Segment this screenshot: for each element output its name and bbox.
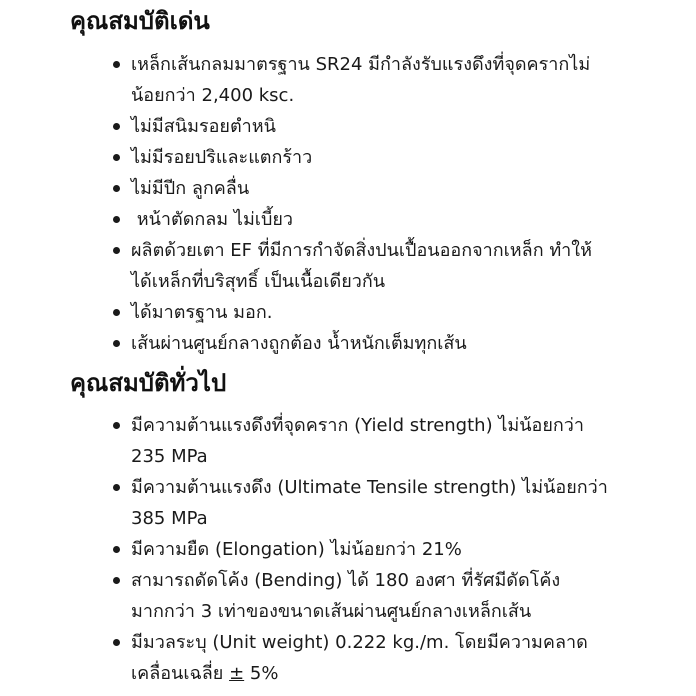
item-text-line: มีความยืด (Elongation) ไม่น้อยกว่า 21% [131, 539, 462, 560]
item-text-fragment: เคลื่อนเฉลี่ย [131, 663, 230, 684]
item-text-line: น้อยกว่า 2,400 ksc. [131, 85, 295, 106]
bullet-icon [113, 123, 120, 130]
list-item [0, 173, 696, 204]
item-text-line: ไม่มีปีก ลูกคลื่น [131, 178, 250, 199]
item-text-line: หน้าตัดกลม ไม่เบี้ยว [131, 209, 294, 230]
item-text-line: เส้นผ่านศูนย์กลางถูกต้อง น้ำหนักเต็มทุกเส้น [131, 333, 467, 354]
bullet-icon [113, 422, 120, 429]
list-item [0, 534, 696, 565]
bullet-icon [113, 185, 120, 192]
bullet-icon [113, 577, 120, 584]
item-text-line: สามารถดัดโค้ง (Bending) ได้ 180 องศา ที่รัศมีดัดโค้ง [131, 570, 561, 591]
bullet-icon [113, 61, 120, 68]
list-item [0, 49, 696, 111]
item-text-line: ผลิตด้วยเตา EF ที่มีการกำจัดสิ่งปนเปื้อนออกจากเหล็ก ทำให้ [131, 240, 592, 261]
plus-minus-symbol: ± [229, 663, 245, 684]
item-text-line: ได้เหล็กที่บริสุทธิ์ เป็นเนื้อเดียวกัน [131, 271, 386, 292]
list-item [0, 472, 696, 534]
bullet-icon [113, 546, 120, 553]
item-text-line: 385 MPa [131, 508, 208, 529]
list-item [0, 235, 696, 297]
item-text-line: ไม่มีสนิมรอยตำหนิ [131, 116, 276, 137]
list-item [0, 565, 696, 627]
item-text-line: มีมวลระบุ (Unit weight) 0.222 kg./m. โดยมีความคลาด [131, 632, 588, 653]
item-text-line: ไม่มีรอยปริและแตกร้าว [131, 147, 313, 168]
item-text-line: 235 MPa [131, 446, 208, 467]
list-item [0, 328, 696, 359]
bullet-icon [113, 340, 120, 347]
item-text-fragment: 5% [244, 663, 279, 684]
bullet-icon [113, 216, 120, 223]
list-item [0, 111, 696, 142]
list-item [0, 410, 696, 472]
item-text-line [131, 658, 656, 689]
item-text-line: มากกว่า 3 เท่าของขนาดเส้นผ่านศูนย์กลางเหล็กเส้น [131, 601, 532, 622]
item-text-line: มีความต้านแรงดึงที่จุดคราก (Yield strength) ไม่น้อยกว่า [131, 415, 585, 436]
item-text-line: มีความต้านแรงดึง (Ultimate Tensile strength) ไม่น้อยกว่า [131, 477, 608, 498]
bullet-icon [113, 154, 120, 161]
list-item [0, 204, 696, 235]
list-item [0, 297, 696, 328]
notable-properties-list [0, 49, 696, 359]
bullet-icon [113, 309, 120, 316]
item-text-line: เหล็กเส้นกลมมาตรฐาน SR24 มีกำลังรับแรงดึงที่จุดครากไม่ [131, 54, 591, 75]
bullet-icon [113, 247, 120, 254]
heading-general-properties: คุณสมบัติทั่วไป [70, 369, 227, 397]
general-properties-list [0, 410, 696, 689]
list-item [0, 142, 696, 173]
bullet-icon [113, 639, 120, 646]
bullet-icon [113, 484, 120, 491]
item-text-line: ได้มาตรฐาน มอก. [131, 302, 273, 323]
heading-notable-properties: คุณสมบัติเด่น [70, 7, 210, 35]
list-item [0, 627, 696, 689]
